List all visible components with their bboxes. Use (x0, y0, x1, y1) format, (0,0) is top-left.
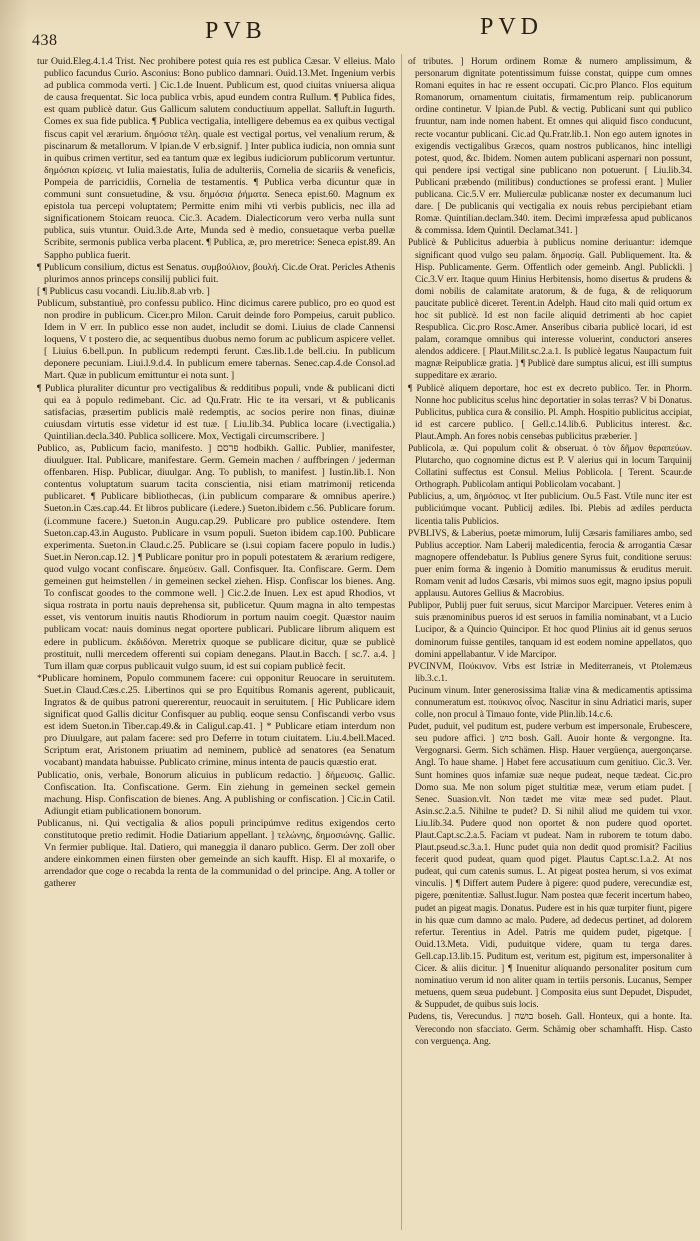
entry-paragraph: Publicanus, ni. Qui vectigalia & alios populi principúmve reditus exigendos certo constitutoque pretio redimit. Hodie Datiarium appellant. ] τελώνης, δημοσιώνης. Gallic. Vn fermier publique. Ital. Datiero, qui maneggia il danaro publico. Germ. Der zoll ober andere einkommen einen fürsten ober gemeinde an sich kaufft. Hisp. El al moxarife, o arrendador que coge o recabda la renta de la communidad o del principe. Ang. A toller or gatherer (37, 817, 395, 890)
entry-paragraph: Pudens, tis, Verecundus. ] בושה boseh. Gall. Honteux, qui a honte. Ita. Verecondo non sfacciato. Germ. Schämig ober schamhafft. Hisp. Casto con verguença. Ang. (408, 1012, 692, 1047)
entry-paragraph: Publicatio, onis, verbale, Bonorum alicuius in publicum redactio. ] δήμευσις. Gallic. Confiscation. Ita. Confiscatione. Germ. Ein ziehung in gemeinen seckel gemein machung. Hisp. Confiscation de bienes. Ang. A publishing or confiscation. ] Cic.in Catil. Adiungit etiam publicationem bonorum. (37, 769, 395, 817)
running-head-left: PVB (205, 18, 267, 44)
entry-paragraph: Publicum, substantiuè, pro confessu publico. Hinc dicimus carere publico, pro eo quod est non prodire in publicum. Cicer.pro Milon. Caruit deinde foro Pompeius, caruit publico. Idem in V err. In publico esse non audet, includit se domi. Liuius de clade Cannensi loquens, V t postero die, ac sequentibus duobus nemo forum ac publicum aspicere vellet. [ Liuius 6.bell.pun. In publicum redempti ferunt. Cæs.lib.1.de bell.ciu. In publicum deponere pecuniam. Liui.l.9.d.4. In publicum emere tabernas. Senec.cap.4.de Consol.ad Mart. Quæ in publicum emittuntur ei nota sunt. ] (37, 297, 395, 382)
entry-paragraph: PVCINVM, Πούκινον. Vrbs est Istriæ in Mediterraneis, vt Ptolemæus lib.3.c.1. (408, 661, 692, 684)
entry-paragraph: [ ¶ Publicus casu vocandi. Liu.lib.8.ab vrb. ] (37, 285, 210, 297)
entry-paragraph: Pucinum vinum. Inter generosissima Italiæ vina & medicamentis aptissima connumeratum est. πούκινος οἶνος. Nascitur in sinu Adriatici maris, super colle, non procul à Timauo fonte, vide Plin.lib.14.c.6. (408, 685, 692, 721)
entry-paragraph: *Publicare hominem, Populo communem facere: cui opponitur Reuocare in seruitutem. Suet.in Claud.Cæs.c.25. Libertinos qui se pro Equitibus Romanis agerent, publicauit, Ingratos & de quibus patroni quererentur, reuocauit in seruitutem. [ Hic Publicare idem significat quod Gallis dicitur Confisquer au publiq. eoque sensu Confiscandi verbo vsus est idem Sueton.in Tiber.cap.49.& in Caligul.cap.41. ] * Publicare etiam interdum non pro Diuulgare, aut palam facere: sed pro Deferre in totum ciuitatem. Liu.4.bell.Maced. Scriptum erat, Aristonem priuatim ad neminem, publicè ad senatores (ea Senatum vocabant) mandata habuisse. Publicato crimine, minus intenta de paucis quæstio erat. (37, 672, 395, 769)
right-column (408, 56, 692, 1228)
page-number: 438 (32, 32, 58, 49)
entry-paragraph: Pudet, puduit, vel puditum est, pudere verbum est impersonale, Erubescere, seu pudore affici. ] בוש bosh. Gall. Auoir honte & vergongne. Ita. Vergognarsi. Germ. Sich schämen. Hisp. Hauer vergüença, auergonçarse. Angl. To haue shame. ] Habet fere accusatiuum cum genitiuo. Cic.3. Ver. Sunt homines quos infamiæ suæ neque pudeat, neque tædeat. Cic.pro Domo sua. Me non solum piget stultitiæ meæ, verum etiam pudet. [ Senec. Suasion.vlt. Non tædet me vitæ meæ sed pudet. Plaut. Asin.sc.2.a.5. Nihilne te pudet? D. Si nihil aliud me quidem tui vxor. Liu.lib.34. Pudere quod non oportet & non pudere quod oportet. Plaut.Capt.sc.2.a.5. Faciam vt pudeat. Nam in ruborem te totum dabo. Plaut.pseud.sc.3.a.1. Hunc pudet quia non dedit quod promisit? Facilius fecerit quod pudeat, quam quod piget. Plautus Capt.sc.1.a.2. At nos pudeat, qui cum catenis sumus. L. At pigeat postea herum, si vos eximat vinculis. ] ¶ Differt autem Pudere à pigere: quod pudere, verecundiæ est, pigere, pœnitentiæ. Sallust.Iugur. Nam postea quæ fecerit incertum habeo, pudet an pigeat magis. Donatus. Pudere est in his quæ turpiter fiunt, pigere in his quæ cum damno ac malo. Pudere, ad dedecus pertinet, ad dolorem refertur. Terentius in Adel. Patris me quidem pudet, pigetque. [ Ouid.13.Meta. Vidi, puduitque videre, quam tu terga dares. Gell.cap.13.lib.15. Puditum est, veritum est, pigitum est, impersonaliter à Cicer. & aliis dicitur. ] ¶ Inuenitur aliquando personaliter positum cum nominatiuo verum id non aliter quam in tertiis personis. Lucanus, Semper metuens, quem sæua pudebunt. ] Composita eius sunt Depudet, Dispudet, & Suppudet, de quibus suis locis. (408, 722, 692, 1011)
entry-paragraph: Publicius, a, um, δημόσιος. vt Iter publicium. Ou.5 Fast. Vtile nunc iter est publiciúmque vocant. Publicij ædiles. Ibi. Plebis ad ædiles perducta licentia talis Publicios. (408, 492, 692, 527)
entry-paragraph: ¶ Publicum consilium, dictus est Senatus. συμβούλιον, βουλή. Cic.de Orat. Pericles Athenis plurimos annos princeps consilij publici fuit. (37, 261, 395, 285)
entry-paragraph: Publicola, æ. Qui populum colit & obseruat. ὁ τὸν δῆμον θεραπεύων. Plutarcho, quo cognomine dictus est P. V alerius qui in locum Tarquinij Collatini suffectus est Consul. Melius Poblicola. [ Terent. Scaur.de Orthograph. Publicolam antiqui Poblicolam vocabant. ] (408, 444, 692, 491)
entry-paragraph: Publico, as, Publicum facio, manifesto. ] פרסם hodbikh. Gallic. Publier, manifester, diuulguer. Ital. Publicare, manifestare. Germ. Gemein machen / auffbringen / jederman offenbaren. Hisp. Publicar, diuulgar. Ang. To publish, to manifest. ] Iustin.lib.1. Non contentus voluptatum suarum tacita conscientia, nisi etiam matrimonij reticenda publicaret. ¶ Publicare bibliothecas, (i.in publicum comparare & omnibus aperire.) Sueton.in Cæs.cap.44. Et libros publicare (i.edere.) Sueton.ibidem c.56. Publicare forum. (i.commune facere.) Sueton.in Augu.cap.29. Publicare pro publice ostendere. Item Sueton.cap.43.in Augusto. Publicare in vsum populi. Sueton ibidem cap.100. Publicare experimenta. Sueton.in Claud.c.25. Publicare se (i.sui copiam facere populo in ludis.) Suet.in Neron.cap.12. ] ¶ Publicare ponitur pro in populi potestatem & ærarium redigere, quod vulgo vocant confiscare. δημεύειν. Gall. Confisquer. Ita. Confiscare. Germ. Dem gemeinen gut heimstellen / in gemeinen seckel ziehen. Hisp. Confiscar los bienes. Ang. To confiscat goodes to the commone well. ] Cic.2.de Inuen. Lex est apud Rhodios, vt siqua rostrata in portu nauis deprehensa sit, publicetur. Quum magna in alto tempestas esset, vis ventorum inuitis nautis Rhodiorum in portum nauim coegit. Quæstor nauim publicam vocat: nauis dominus negat oportere publicari. Publicare librum aliquem est edere in publicum. ἐκδιδόναι. Meretrix quoque se publicare dicitur, quæ se publicè prostituit, nulli mercedem offerenti sui copiam denegans. Plaut.in Bacch. [ sc.7. a.4. ] Tum illam quæ corpus publicauit vulgo suum, id est sui copiam publicè fecit. (37, 443, 395, 672)
running-head-right: PVD (480, 14, 544, 40)
entry-paragraph: ¶ Publica pluraliter dicuntur pro vectigalibus & redditibus populi, vnde & publicani dicti qui ea à populo redimebant. Cic. ad Qu.Fratr. Hic te ita versari, vt & publicanis satisfacias, præsertim publicis malè redemptis, ac socios perire non finas, diuinæ cuiusdam virtutis esse videtur id est tuæ. [ Liu.lib.34. Publica locare (i.vectigalia.) Quintilian.decla.340. Publica sollicere. Mox, Vectigali circumscribere. ] (37, 382, 395, 442)
entry-paragraph: of tributes. ] Horum ordinem Romæ & numero amplissimum, & personarum dignitate potentissimum fuisse constat, quippe cum omnes Romani equites in hac re essent occupati. Cic.pro Planco. Flos equitum Romanorum, ornamentum ciuitatis, firmamentum reip. publicanorum ordine continetur. V lpian.de Publ. & vectig. Publicani sunt qui publico fruuntur, nam inde nomen habent. Et omnes qui aliquid fisco conducunt, recte vocantur publicani. Cic.ad Qu.Fratr.lib.1. Non ego autem ignotes in exigendis vectigalibus Græcos, quam nostros publicanos, hinc intelligi potest, quod, &c. Ibidem. Nomen autem publicani aspernari non possunt, qui pendere ipsi vectigal sine publicano non potuerunt. [ Liu.lib.34. Publicani præbendo (militibus) conductiones se professi erant. ] Mulier publicana. Cic.5.V err. Mulierculæ publicanæ noster ex decumanum luci dare. [ De publicanis qui vectigalia ex nouis rebus percipiebant etiam Romæ. Quintilian.declam.340. item. Decimi impræfessa apud publicanos & commissa. Idem Quintil. Declamat.341. ] (408, 57, 692, 237)
entry-paragraph: Publipor, Publij puer fuit seruus, sicut Marcipor Marcipuer. Veteres enim à suis prænominibus pueros id est seruos in familia nominabant, vt a Lucio Lucipor, & a Quincio Quincipor. Et hoc quod Plinius ait id genus seruos dominorum fuisse gentiles, tanquam id est eodem nomine appellatos, quo domini appellabantur. V ide Marcipor. (408, 601, 692, 660)
left-column (37, 56, 395, 1228)
entry-paragraph: Publicè & Publicitus aduerbia à publicus nomine deriuantur: idemque significant quod vulgo seu palam. δημοσίᾳ. Gall. Publiquement. Ita. & Hisp. Publicamente. Germ. Offentlich oder gemeinb. Angl. Publickli. ] Cic.3.V err. Itaque quum Hinius Herbitensis, homo disertus & prudens & domi nobilis de calamitate aratorum, & de fuga, & de reliquorum paucitate publicè diceret. Terent.in Adelph. Haud cito mali quid ortum ex hoc sit publicè. Id est non facile aliquid detrimenti ab hoc capiet Respublica. Cic.pro Rosc.Amer. Anseribus cibaria publicè locari, id est palam, coramque omnibus qui interesse voluerint, conductori anseres alendos addicere. [ Plaut.Milit.sc.2.a.1. Is publicè legatus Naupactum fuit magnæ Reipublicæ gratia. ] ¶ Publicè dare sumptus alicui, est illi sumptus suppeditare ex ærario. (408, 238, 692, 382)
column-divider (401, 54, 402, 1230)
entry-paragraph: PVBLIVS, & Laberius, poetæ mimorum, Iulij Cæsaris familiares ambo, sed Publius acceptior. Nam Laberij maledicentia, ferocia & arrogantia Cæsar magnopere offendebatur. Is Publius genere Syrus fuit, conditione seruus: puer enim forma & ingenio à Domitio manumissus & eruditus meruit. Romam venit ad ludos Cæsaris, vbi mimos suos egit, magno ipsius populi applausu. Autores Gellius & Macrobius. (408, 528, 692, 600)
entry-paragraph: ¶ Publicè aliquem deportare, hoc est ex decreto publico. Ter. in Phorm. Nonne hoc publicitus scelus hinc deportatier in solas terras? V bi Donatus. Publicitus, publica cura & consilio. Pl. Amph. Hospitio publicitus accipiat, id est carcere publico. [ Gell.c.14.lib.6. Publicitus interest. &c. Plaut.Amph. An fores nobis censebas publicitus præberier. ] (408, 383, 692, 442)
entry-paragraph: tur Ouid.Eleg.4.1.4 Trist. Nec prohibere potest quia res est publica Cæsar. V elleius. Malo publico facundus Curio. Asconius: Bono publico damnari. Ouid.13.Met. Ingenium verbis ad publica commoda verti. ] Cic.1.de Inuent. Publicum est, quod ciuitas vniuersa aliqua de causa frequentat. Sic loca publica vrbis, apud eundem contra Rullum. ¶ Publica fides, est quam publicè datur. Gus Gallicum salutem conductiuum appellat. Salluft.in Iugurth. Comes ex sua fide publica. ¶ Publica vectigalia, intelligere debemus ea ex quibus vectigal fiscus capit vel ærarium. δημόσια τέλη. quale est vectigal portus, vel venalium rerum, & piscinarum & metallorum. V lpian.de V erb.signif. ] Inter publica iudicia, non omnia sunt in quibus crimen vertitur, sed ea tantum quæ ex legibus iudiciorum publicorum vertuntur. δημόσιαι κρίσεις. vt Iulia maiestatis, Iulia de adulteriis, Cornelia de sicariis & veneficis, Pompeia de parricidiis, Cornelia de testamentis. ¶ Publica verba dicuntur quæ in communi sunt consuetudine, & vsu. δημόσια ῥήματα. Seneca epist.60. Magnum ex epistola tua percepi voluptatem; Permitte enim mihi vti verbis publicis, nec illa ad significationem Stoicam reuoca. Cic.3. Academ. Dialecticorum vero verba nulla sunt publica, suis vtuntur. Ouid.3.de Arte, Munda sed è medio, consuetaque verba puellæ Scribite, sermonis publica verba placent. ¶ Publica, æ, pro meretrice: Seneca epist.89. An Sappho publica fuerit. (37, 56, 395, 261)
